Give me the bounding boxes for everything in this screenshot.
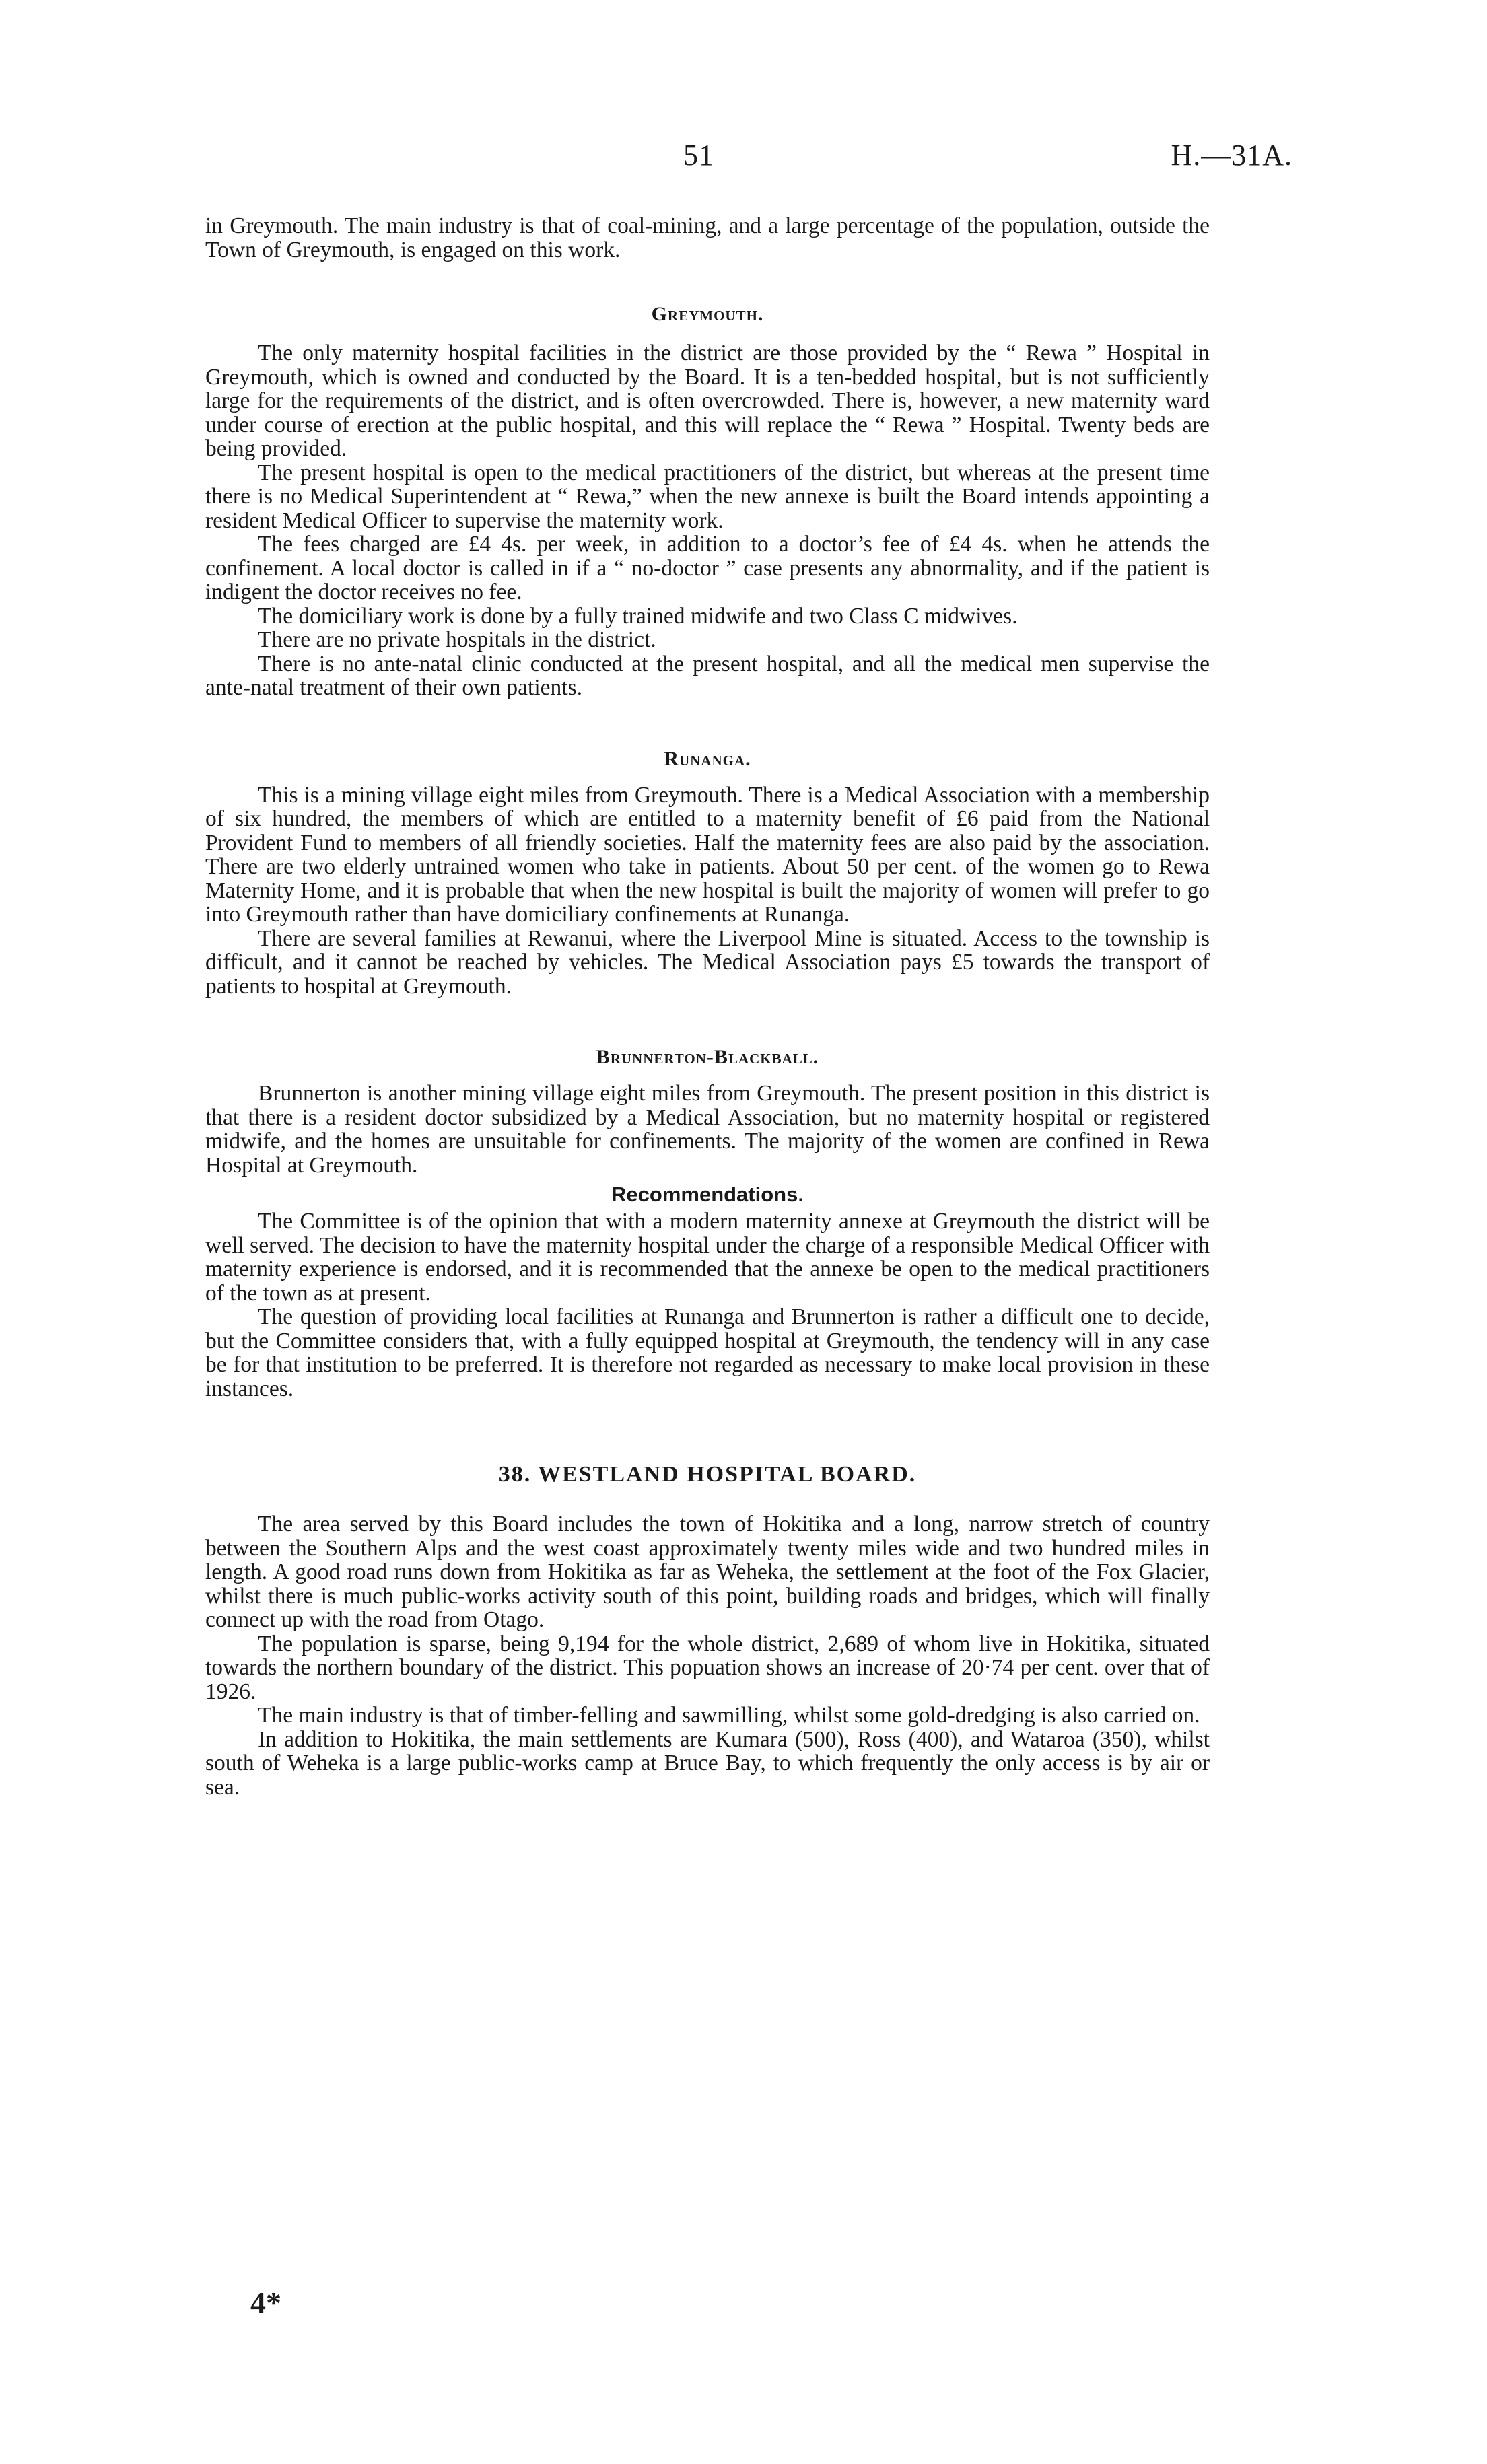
- westland-board-heading: 38. WESTLAND HOSPITAL BOARD.: [498, 1462, 917, 1487]
- westland-paragraph: The main industry is that of timber-felling and sawmilling, whilst some gold-dredging is also carried on.: [258, 1703, 1200, 1728]
- recommendations-paragraph: The question of providing local facilities at Runanga and Brunnerton is rather a difficult one to decide, but the Committee considers that, with a fully equipped hospital at Greymouth, the tendency will in any case be for that institution to be preferred. It is therefore not regarded as necessary to make local provision in these instances.: [205, 1304, 1210, 1401]
- brunnerton-heading: Brunnerton-Blackball.: [596, 1046, 819, 1068]
- westland-paragraph: In addition to Hokitika, the main settlements are Kumara (500), Ross (400), and Wataroa (350), whilst south of Weheka is a large public-works camp at Bruce Bay, to which frequently the only access is by air or sea.: [205, 1726, 1210, 1800]
- greymouth-paragraph: The fees charged are £4 4s. per week, in addition to a doctor’s fee of £4 4s. when he attends the confinement. A local doctor is called in if a “ no-doctor ” case presents any abnormality, and if the patient is indigent the doctor receives no fee.: [205, 532, 1210, 604]
- greymouth-heading: Greymouth.: [651, 303, 764, 325]
- document-reference: H.—31A.: [1171, 139, 1292, 172]
- brunnerton-paragraph: Brunnerton is another mining village eight miles from Greymouth. The present position in this district is that there is a resident doctor subsidized by a Medical Association, but no maternity hospital or registered midwife, and the homes are unsuitable for confinements. The majority of the women are confined in Rewa Hospital at Greymouth.: [205, 1081, 1210, 1178]
- greymouth-paragraph: There are no private hospitals in the district.: [258, 627, 656, 652]
- runanga-paragraph: This is a mining village eight miles from Greymouth. There is a Medical Association with a membership of six hundred, the members of which are entitled to a maternity benefit of £6 paid from the National Provident Fund to members of all friendly societies. Half the maternity fees are also paid by the association. There are two elderly untrained women who take in patients. About 50 per cent. of the women go to Rewa Maternity Home, and it is probable that when the new hospital is built the majority of women will prefer to go into Greymouth rather than have domiciliary confinements at Runanga.: [205, 782, 1210, 927]
- recommendations-paragraph: The Committee is of the opinion that with a modern maternity annexe at Greymouth the district will be well served. The decision to have the maternity hospital under the charge of a responsible Medical Officer with maternity experience is endorsed, and it is recommended that the annexe be open to the medical practitioners of the town as at present.: [205, 1209, 1210, 1306]
- greymouth-paragraph: The domiciliary work is done by a fully trained midwife and two Class C midwives.: [258, 603, 1018, 629]
- recommendations-heading: Recommendations.: [611, 1183, 804, 1206]
- page-header: [202, 138, 1292, 178]
- greymouth-paragraph: There is no ante-natal clinic conducted at the present hospital, and all the medical men supervise the ante-natal treatment of their own patients.: [205, 651, 1210, 700]
- westland-paragraph: The area served by this Board includes the town of Hokitika and a long, narrow stretch of country between the Southern Alps and the west coast approximately twenty miles wide and two hundred miles in length. A good road runs down from Hokitika as far as Weheka, the settlement at the foot of the Fox Glacier, whilst there is much public-works activity south of this point, building roads and bridges, which will finally connect up with the road from Otago.: [205, 1512, 1210, 1632]
- page-number: 51: [683, 139, 714, 172]
- greymouth-paragraph: The only maternity hospital facilities in the district are those provided by the “ Rewa ” Hospital in Greymouth, which is owned and conducted by the Board. It is a ten-bedded hospital, but is not sufficiently large for the requirements of the district, and is often overcrowded. There is, however, a new maternity ward under course of erection at the public hospital, and this will replace the “ Rewa ” Hospital. Twenty beds are being provided.: [205, 341, 1210, 461]
- westland-paragraph: The population is sparse, being 9,194 for the whole district, 2,689 of whom live in Hokitika, situated towards the northern boundary of the district. This popuation shows an increase of 20·74 per cent. over that of 1926.: [205, 1631, 1210, 1704]
- greymouth-paragraph: The present hospital is open to the medical practitioners of the district, but whereas at the present time there is no Medical Superintendent at “ Rewa,” when the new annexe is built the Board intends appointing a resident Medical Officer to supervise the maternity work.: [205, 460, 1210, 533]
- intro-paragraph: in Greymouth. The main industry is that of coal-mining, and a large percentage of the population, outside the Town of Greymouth, is engaged on this work.: [205, 213, 1210, 262]
- runanga-heading: Runanga.: [664, 747, 751, 770]
- runanga-paragraph: There are several families at Rewanui, where the Liverpool Mine is situated. Access to the township is difficult, and it cannot be reached by vehicles. The Medical Association pays £5 towards the transport of patients to hospital at Greymouth.: [205, 925, 1210, 999]
- page-body: [205, 214, 1210, 1799]
- sheet-signature: 4*: [250, 2286, 281, 2320]
